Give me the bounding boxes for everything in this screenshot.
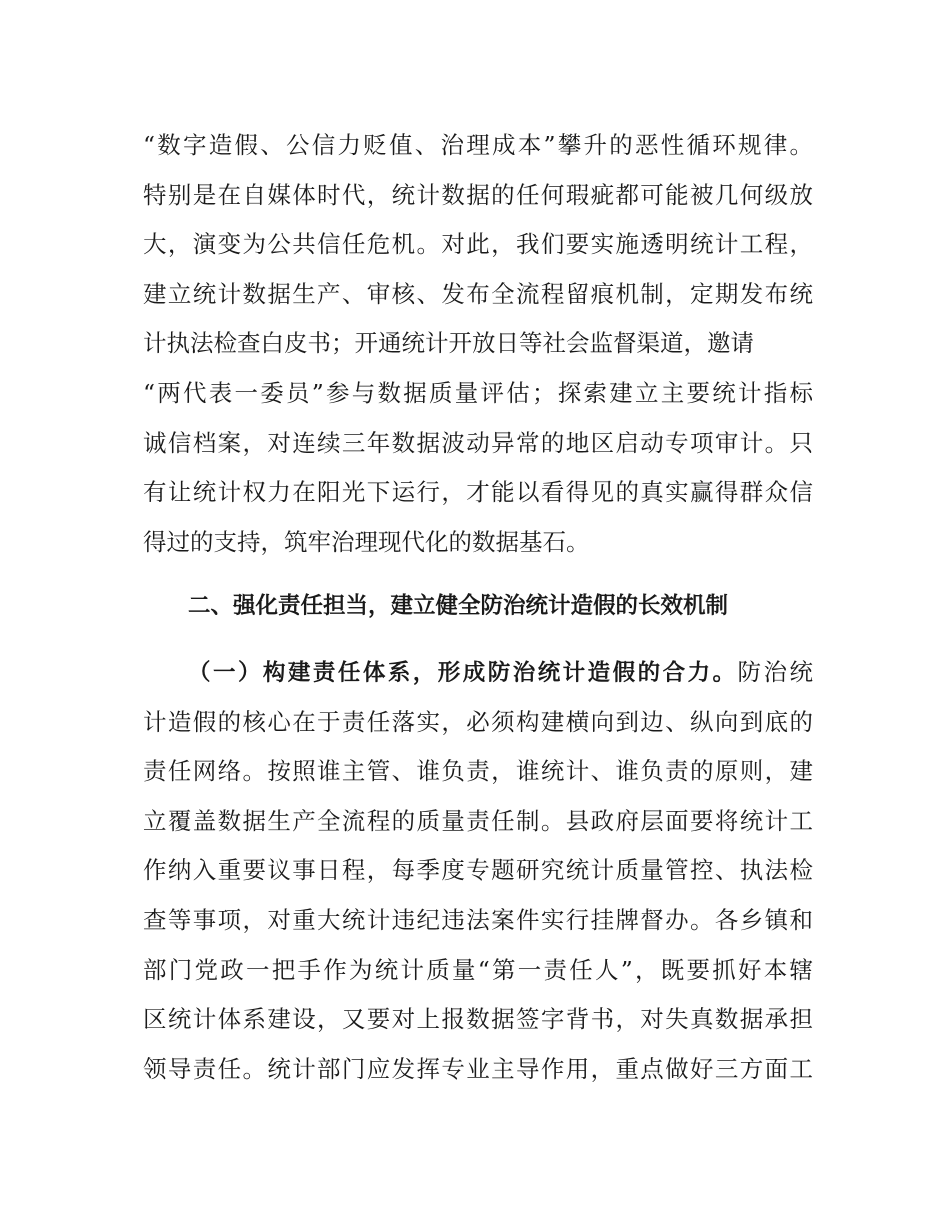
- paragraph2-first-line-rest: 防治统: [737, 658, 813, 686]
- paragraph1-line-5: 计执法检查白皮书；开通统计开放日等社会监督渠道，邀请: [143, 329, 754, 357]
- paragraph2-line-4: 立覆盖数据生产全流程的质量责任制。县政府层面要将统计工: [143, 807, 813, 835]
- section-heading: 二、强化责任担当，建立健全防治统计造假的长效机制: [188, 593, 729, 619]
- paragraph2-line-1: [188, 657, 813, 688]
- paragraph2-line-3: 责任网络。按照谁主管、谁负责，谁统计、谁负责的原则，建: [143, 757, 813, 785]
- paragraph2-line-7: 部门党政一把手作为统计质量“第一责任人”，既要抓好本辖: [143, 956, 813, 984]
- paragraph1-line-8: 有让统计权力在阳光下运行，才能以看得见的真实赢得群众信: [143, 478, 813, 506]
- paragraph1-line-6: “两代表一委员”参与数据质量评估；探索建立主要统计指标: [143, 379, 813, 407]
- paragraph2-line-8: 区统计体系建设，又要对上报数据签字背书，对失真数据承担: [143, 1005, 813, 1033]
- paragraph2-line-6: 查等事项，对重大统计违纪违法案件实行挂牌督办。各乡镇和: [143, 906, 813, 934]
- paragraph1-line-9: 得过的支持，筑牢治理现代化的数据基石。: [143, 528, 590, 556]
- paragraph2-line-9: 领导责任。统计部门应发挥专业主导作用，重点做好三方面工: [143, 1055, 813, 1083]
- paragraph1-line-2: 特别是在自媒体时代，统计数据的任何瑕疵都可能被几何级放: [143, 181, 813, 209]
- paragraph1-line-4: 建立统计数据生产、审核、发布全流程留痕机制，定期发布统: [143, 280, 813, 308]
- paragraph2-subheading: （一）构建责任体系，形成防治统计造假的合力。: [188, 660, 738, 686]
- paragraph1-line-1: “数字造假、公信力贬值、治理成本”攀升的恶性循环规律。: [143, 131, 813, 159]
- paragraph1-line-3: 大，演变为公共信任危机。对此，我们要实施透明统计工程，: [143, 230, 813, 258]
- paragraph2-line-5: 作纳入重要议事日程，每季度专题研究统计质量管控、执法检: [143, 856, 813, 884]
- paragraph2-line-2: 计造假的核心在于责任落实，必须构建横向到边、纵向到底的: [143, 708, 813, 736]
- paragraph1-line-7: 诚信档案，对连续三年数据波动异常的地区启动专项审计。只: [143, 429, 813, 457]
